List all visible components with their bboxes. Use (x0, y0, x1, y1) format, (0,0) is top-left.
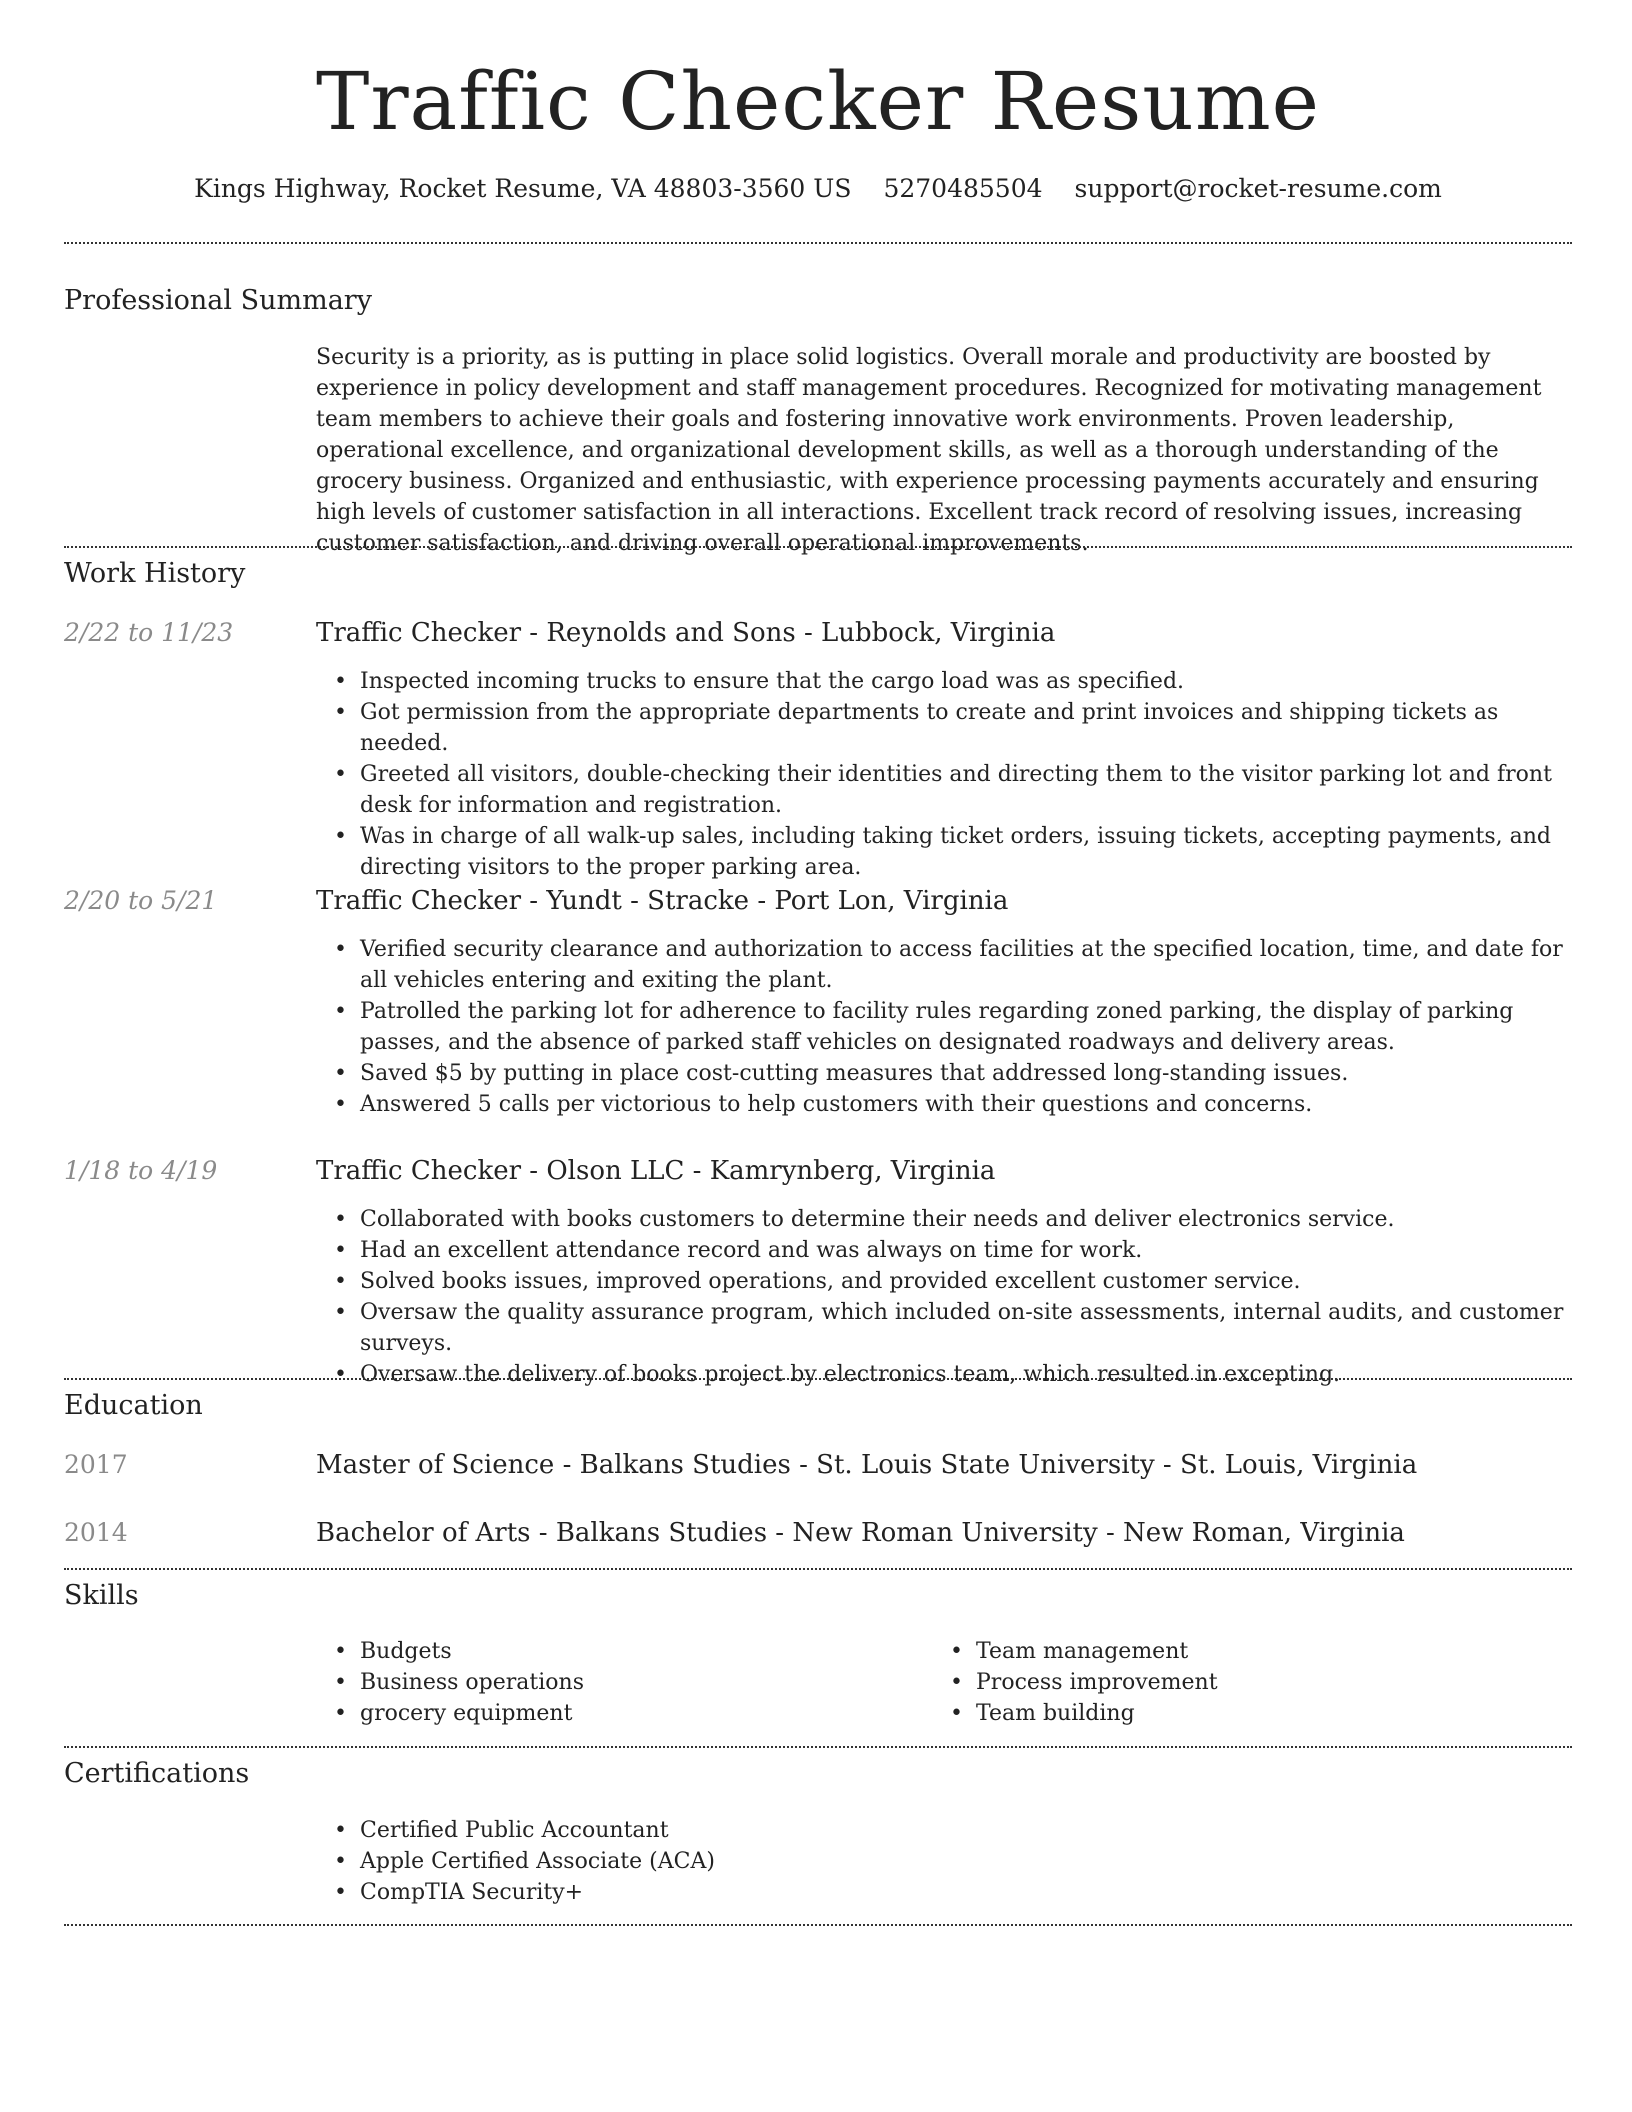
section-divider (64, 242, 1572, 244)
job-dates: 2/20 to 5/21 (64, 886, 218, 915)
list-item: • Business operations (360, 1667, 920, 1698)
job-bullets (360, 1204, 1572, 1390)
certifications-heading: Certifications (64, 1758, 250, 1789)
list-item: • Was in charge of all walk-up sales, including taking ticket orders, issuing tickets, accepting payments, and directing visitors to the proper parking area. (360, 821, 1572, 883)
education-year: 2014 (64, 1518, 128, 1547)
education-school: - St. Louis State University - St. Louis, Virginia (790, 1450, 1418, 1480)
education-degree: Bachelor of Arts - Balkans Studies (316, 1518, 768, 1548)
section-divider (64, 546, 1572, 548)
list-item: • Team management (976, 1636, 1572, 1667)
list-item: • Solved books issues, improved operations, and provided excellent customer service. (360, 1266, 1572, 1297)
list-item: • Oversaw the delivery of books project by electronics team, which resulted in excepting. (360, 1359, 1572, 1390)
resume-title: Traffic Checker Resume (315, 55, 1321, 148)
summary-text: Security is a priority, as is putting in place solid logistics. Overall morale and productivity are boosted by experience in policy development and staff management procedures. Recognized for motivating management team members to achieve their goals and fostering innovative work environments. Proven leadership, operational excellence, and organizational development skills, as well as a thorough understanding of the grocery business. Organized and enthusiastic, with experience processing payments accurately and ensuring high levels of customer satisfaction in all interactions. Excellent track record of resolving issues, increasing customer satisfaction, and driving overall operational improvements. (316, 345, 1542, 556)
list-item: • Collaborated with books customers to determine their needs and deliver electronics service. (360, 1204, 1572, 1235)
skills-list-right (976, 1636, 1572, 1729)
list-item: • Answered 5 calls per victorious to help customers with their questions and concerns. (360, 1089, 1572, 1120)
list-item: • Greeted all visitors, double-checking their identities and directing them to the visitor parking lot and front desk for information and registration. (360, 759, 1572, 821)
contact-address: Kings Highway, Rocket Resume, VA 48803-3560 US (194, 174, 852, 203)
job-dates: 1/18 to 4/19 (64, 1156, 218, 1185)
list-item: • Budgets (360, 1636, 920, 1667)
education-degree: Master of Science - Balkans Studies (316, 1450, 791, 1480)
list-item: • Oversaw the quality assurance program, which included on-site assessments, internal audits, and customer surveys. (360, 1297, 1572, 1359)
list-item: • Had an excellent attendance record and was always on time for work. (360, 1235, 1572, 1266)
certifications-list (360, 1815, 1572, 1908)
skills-heading: Skills (64, 1580, 139, 1611)
job-dates: 2/22 to 11/23 (64, 618, 234, 647)
list-item: • Got permission from the appropriate departments to create and print invoices and shipping tickets as needed. (360, 697, 1572, 759)
list-item: • Team building (976, 1698, 1572, 1729)
contact-line (64, 172, 1572, 206)
job-title: Traffic Checker - Yundt - Stracke - Port Lon, Virginia (316, 886, 1009, 916)
contact-phone: 5270485504 (883, 174, 1043, 203)
job-title: Traffic Checker - Reynolds and Sons - Lubbock, Virginia (316, 618, 1056, 648)
education-heading: Education (64, 1390, 203, 1421)
education-line (316, 1516, 1572, 1550)
education-year: 2017 (64, 1450, 128, 1479)
job-bullets (360, 666, 1572, 883)
section-divider (64, 1746, 1572, 1748)
list-item: • Inspected incoming trucks to ensure that the cargo load was as specified. (360, 666, 1572, 697)
summary-heading: Professional Summary (64, 285, 372, 316)
job-title: Traffic Checker - Olson LLC - Kamrynberg, Virginia (316, 1156, 996, 1186)
section-divider (64, 1924, 1572, 1926)
contact-email: support@rocket-resume.com (1074, 174, 1442, 203)
list-item: • Patrolled the parking lot for adherence to facility rules regarding zoned parking, the display of parking passes, and the absence of parked staff vehicles on designated roadways and delivery areas. (360, 996, 1572, 1058)
list-item: • CompTIA Security+ (360, 1877, 1572, 1908)
list-item: • Verified security clearance and authorization to access facilities at the specified location, time, and date for all vehicles entering and exiting the plant. (360, 934, 1572, 996)
list-item: • Certified Public Accountant (360, 1815, 1572, 1846)
skills-list-left (360, 1636, 920, 1729)
resume-page (64, 0, 1572, 2112)
list-item: • Apple Certified Associate (ACA) (360, 1846, 1572, 1877)
education-school: - New Roman University - New Roman, Virginia (767, 1518, 1405, 1548)
job-bullets (360, 934, 1572, 1120)
section-divider (64, 1568, 1572, 1570)
work-history-heading: Work History (64, 558, 246, 589)
education-line (316, 1448, 1572, 1482)
list-item: • Process improvement (976, 1667, 1572, 1698)
list-item: • Saved $5 by putting in place cost-cutting measures that addressed long-standing issues. (360, 1058, 1572, 1089)
list-item: • grocery equipment (360, 1698, 920, 1729)
section-divider (64, 1378, 1572, 1380)
